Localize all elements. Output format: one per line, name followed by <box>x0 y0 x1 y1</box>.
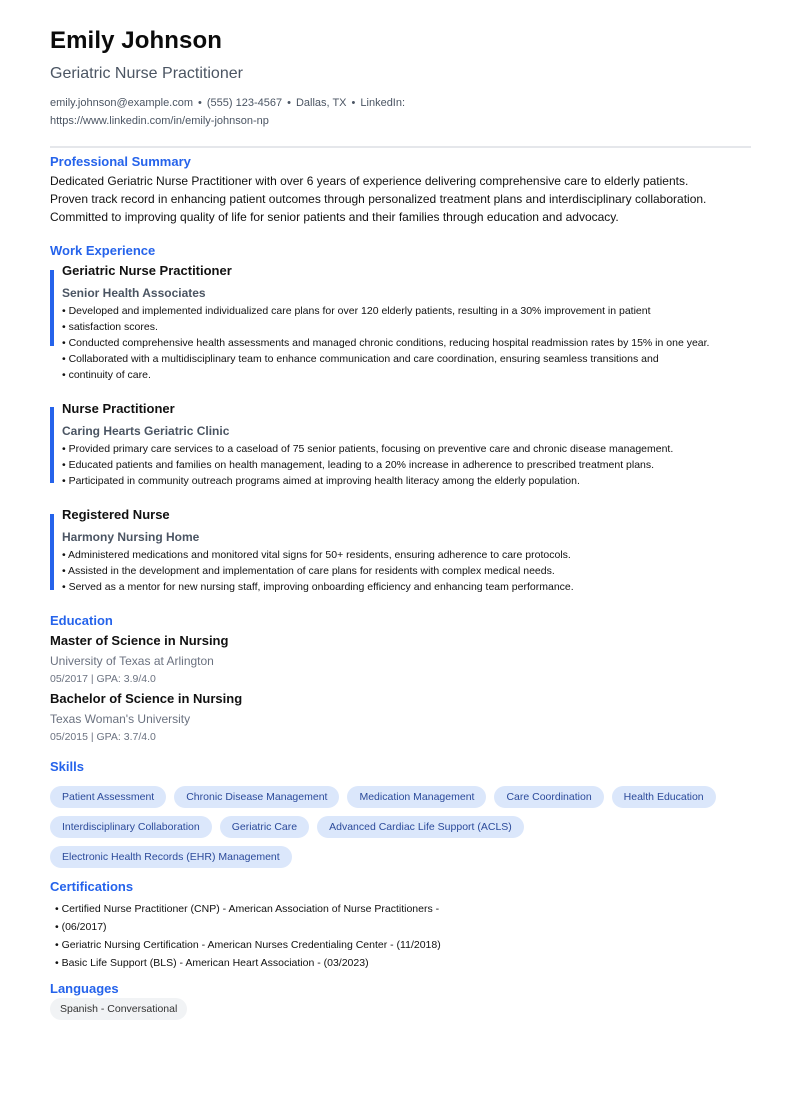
education-meta: 05/2015 | GPA: 3.7/4.0 <box>50 731 156 743</box>
job-bullet: • Administered medications and monitored vital signs for 50+ residents, ensuring adherence to care protocols. <box>62 547 574 563</box>
job-bullet: • Assisted in the development and implementation of care plans for residents with complex medical needs. <box>62 563 574 579</box>
job-bullet: • Developed and implemented individualized care plans for over 120 elderly patients, resulting in a 30% improvement in patient <box>62 303 709 319</box>
summary-line: Proven track record in enhancing patient outcomes through personalized treatment plans and interdisciplinary collaboration. <box>50 192 707 206</box>
education-meta: 05/2017 | GPA: 3.9/4.0 <box>50 673 156 685</box>
section-title-certifications: Certifications <box>50 879 134 894</box>
skill-chip: Patient Assessment <box>50 786 166 808</box>
job-title: Nurse Practitioner <box>62 401 175 416</box>
header-divider <box>50 146 751 148</box>
job-bullet: • Educated patients and families on health management, leading to a 20% increase in adherence to prescribed treatment plans. <box>62 457 673 473</box>
linkedin-link[interactable]: https://www.linkedin.com/in/emily-johnson-np <box>50 115 269 127</box>
phone-number: (555) 123-4567 <box>206 97 283 109</box>
summary-line: Committed to improving quality of life for senior patients and their families through education and advocacy. <box>50 210 619 224</box>
education-degree: Master of Science in Nursing <box>50 633 229 648</box>
location: Dallas, TX <box>295 97 347 109</box>
job-accent-bar <box>50 514 54 590</box>
candidate-title: Geriatric Nurse Practitioner <box>50 65 243 82</box>
job-bullets <box>62 441 673 489</box>
certification-item: • (06/2017) <box>55 918 441 936</box>
separator-dot: • <box>198 97 202 109</box>
skill-chip: Health Education <box>612 786 716 808</box>
section-title-summary: Professional Summary <box>50 154 191 169</box>
language-chip: Spanish - Conversational <box>50 998 187 1020</box>
job-bullet: • Provided primary care services to a caseload of 75 senior patients, focusing on preventive care and chronic disease management. <box>62 441 673 457</box>
skill-chip: Geriatric Care <box>220 816 309 838</box>
job-accent-bar <box>50 270 54 346</box>
skill-chip: Electronic Health Records (EHR) Management <box>50 846 292 868</box>
job-bullet: • Served as a mentor for new nursing staff, improving onboarding efficiency and enhancing team performance. <box>62 579 574 595</box>
education-school: Texas Woman's University <box>50 712 191 726</box>
job-company: Senior Health Associates <box>62 286 206 300</box>
section-title-skills: Skills <box>50 759 84 774</box>
skill-chip: Medication Management <box>347 786 486 808</box>
separator-dot: • <box>287 97 291 109</box>
skill-chip: Interdisciplinary Collaboration <box>50 816 212 838</box>
job-bullet: • Conducted comprehensive health assessments and managed chronic conditions, reducing hospital readmission rates by 15% in one year. <box>62 335 709 351</box>
certification-item: • Basic Life Support (BLS) - American Heart Association - (03/2023) <box>55 954 441 972</box>
skills-list <box>50 786 751 868</box>
email-link[interactable]: emily.johnson@example.com <box>50 97 194 109</box>
job-bullet: • satisfaction scores. <box>62 319 709 335</box>
separator-dot: • <box>351 97 356 109</box>
job-bullet: • Participated in community outreach programs aimed at improving health literacy among the elderly population. <box>62 473 673 489</box>
summary-line: Dedicated Geriatric Nurse Practitioner with over 6 years of experience delivering comprehensive care to elderly patients. <box>50 174 689 188</box>
candidate-name: Emily Johnson <box>50 27 222 54</box>
job-bullet: • Collaborated with a multidisciplinary team to enhance communication and care coordination, ensuring seamless transitions and <box>62 351 709 367</box>
education-degree: Bachelor of Science in Nursing <box>50 691 243 706</box>
skill-chip: Chronic Disease Management <box>174 786 339 808</box>
linkedin-label: LinkedIn: <box>360 97 406 109</box>
contact-info <box>50 94 450 130</box>
education-school: University of Texas at Arlington <box>50 654 214 668</box>
job-company: Harmony Nursing Home <box>62 530 200 544</box>
skill-chip: Care Coordination <box>494 786 603 808</box>
certification-item: • Geriatric Nursing Certification - American Nurses Credentialing Center - (11/2018) <box>55 936 441 954</box>
certification-item: • Certified Nurse Practitioner (CNP) - American Association of Nurse Practitioners - <box>55 900 441 918</box>
summary-text <box>50 172 751 226</box>
job-accent-bar <box>50 407 54 483</box>
job-bullets <box>62 547 574 595</box>
job-title: Geriatric Nurse Practitioner <box>62 263 232 278</box>
job-title: Registered Nurse <box>62 507 170 522</box>
job-company: Caring Hearts Geriatric Clinic <box>62 424 230 438</box>
skill-chip: Advanced Cardiac Life Support (ACLS) <box>317 816 524 838</box>
section-title-experience: Work Experience <box>50 243 156 258</box>
certifications-list <box>55 900 441 972</box>
job-bullet: • continuity of care. <box>62 367 709 383</box>
section-title-education: Education <box>50 613 113 628</box>
section-title-languages: Languages <box>50 981 119 996</box>
job-bullets <box>62 303 709 383</box>
